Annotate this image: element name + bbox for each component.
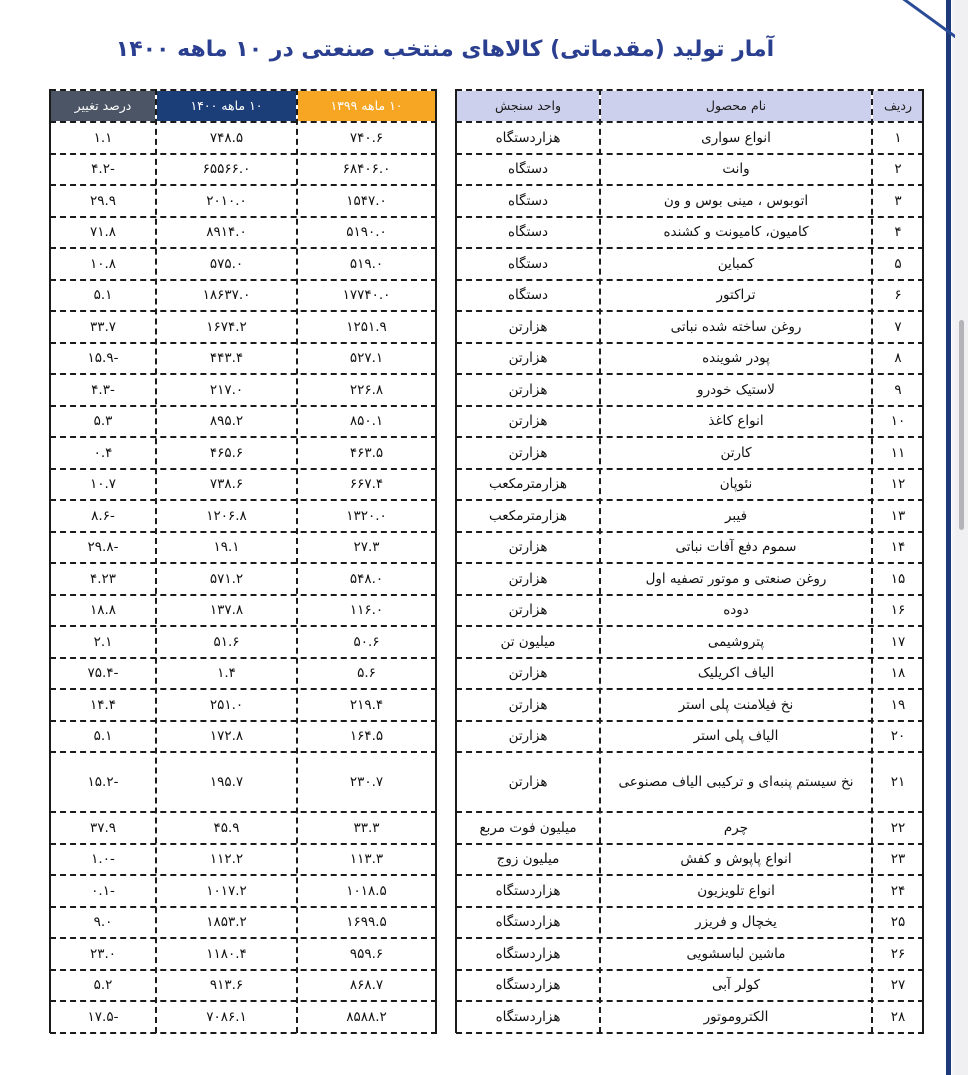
row-divider [456, 373, 924, 375]
cell-1399: ۲۳۰.۷ [349, 774, 384, 790]
row-divider [456, 720, 924, 722]
cell-1399: ۲۷.۳ [353, 539, 380, 556]
row-divider [456, 937, 924, 939]
cell-product: کمباین [717, 255, 755, 272]
cell-1399: ۲۲۶.۸ [349, 381, 384, 398]
cell-change: -۲۹.۸ [87, 539, 119, 556]
table-row [0, 658, 968, 690]
cell-product: الیاف اکریلیک [697, 665, 775, 682]
cell-change: ۱.۱ [93, 129, 113, 146]
cell-product: سموم دفع آفات نباتی [675, 539, 797, 556]
row-divider [456, 906, 924, 908]
cell-1399: ۳۳.۳ [353, 819, 380, 836]
table-row [0, 626, 968, 658]
row-divider [50, 906, 437, 908]
cell-row-number: ۲۸ [890, 1008, 906, 1025]
cell-1400: ۷۰۸۶.۱ [206, 1008, 247, 1025]
column-divider [599, 89, 601, 1033]
cell-product: نئوپان [719, 476, 753, 493]
table-row [0, 469, 968, 501]
cell-row-number: ۹ [894, 381, 902, 398]
cell-product: چرم [723, 819, 749, 836]
row-divider [456, 843, 924, 845]
cell-unit: هزارتن [508, 728, 548, 745]
table-row [0, 374, 968, 406]
row-divider [456, 279, 924, 281]
cell-row-number: ۷ [894, 318, 902, 335]
cell-change: -۷۵.۴ [87, 665, 119, 682]
row-divider [50, 531, 437, 533]
cell-row-number: ۳ [894, 192, 902, 209]
row-divider [50, 373, 437, 375]
cell-row-number: ۱۶ [890, 602, 906, 619]
row-divider [456, 405, 924, 407]
table-row [0, 248, 968, 280]
cell-1399: ۱۶۴.۵ [349, 728, 384, 745]
cell-1400: ۲۰۱۰.۰ [206, 192, 247, 209]
cell-product: فیبر [724, 507, 748, 524]
cell-product: نخ فیلامنت پلی استر [678, 696, 794, 713]
cell-row-number: ۵ [894, 255, 902, 272]
cell-1399: ۸۵۸۸.۲ [346, 1008, 387, 1025]
cell-row-number: ۲۶ [890, 945, 906, 962]
cell-change: -۸.۶ [91, 507, 115, 524]
cell-product: روغن صنعتی و موتور تصفیه اول [645, 570, 827, 587]
row-divider [50, 969, 437, 971]
cell-1399: ۵۴۸.۰ [349, 570, 384, 587]
table-row [0, 280, 968, 312]
cell-1400: ۱۱۲.۲ [209, 851, 244, 868]
cell-change: ۵.۳ [93, 413, 113, 430]
row-divider [50, 594, 437, 596]
cell-unit: هزارتن [508, 774, 548, 790]
row-divider [456, 216, 924, 218]
cell-product: اتوبوس ، مینی بوس و ون [663, 192, 809, 209]
cell-change: ۵.۱ [93, 287, 113, 304]
cell-change: ۲۹.۹ [89, 192, 117, 209]
cell-product: انواع کاغذ [708, 413, 764, 430]
cell-change: -۴.۳ [91, 381, 115, 398]
cell-unit: دستگاه [507, 192, 549, 209]
table-row [0, 122, 968, 154]
cell-product: ماشین لباسشویی [686, 945, 786, 962]
cell-1400: ۱۶۷۴.۲ [206, 318, 247, 335]
cell-1399: ۸۶۸.۷ [349, 977, 384, 994]
cell-product: یخچال و فریزر [695, 914, 777, 931]
header-row-number: ردیف [873, 91, 923, 121]
cell-1400: ۱۰۱۷.۲ [206, 882, 247, 899]
row-divider [50, 751, 437, 753]
cell-row-number: ۶ [894, 287, 902, 304]
cell-1399: ۱۵۴۷.۰ [346, 192, 387, 209]
column-divider [296, 89, 298, 1033]
row-divider [456, 1000, 924, 1002]
table-row [0, 689, 968, 721]
cell-1400: ۱۷۲.۸ [209, 728, 244, 745]
cell-change: ۳۷.۹ [89, 819, 117, 836]
cell-row-number: ۲۰ [890, 728, 906, 745]
table-row [0, 595, 968, 627]
cell-unit: دستگاه [507, 161, 549, 178]
row-divider [50, 153, 437, 155]
cell-1400: ۲۱۷.۰ [209, 381, 244, 398]
cell-change: ۹.۰ [93, 914, 113, 931]
cell-unit: هزارتن [508, 539, 548, 556]
row-divider [50, 657, 437, 659]
cell-1400: ۱۳۷.۸ [209, 602, 244, 619]
cell-product: کولر آبی [712, 977, 761, 994]
cell-1399: ۱۱۳.۳ [349, 851, 384, 868]
row-divider [456, 594, 924, 596]
row-divider [50, 499, 437, 501]
cell-1400: ۴۶۵.۶ [209, 444, 244, 461]
table-top-border [50, 89, 437, 91]
row-divider [456, 468, 924, 470]
cell-change: -۱۵.۲ [87, 774, 119, 790]
cell-1399: ۱۱۶.۰ [349, 602, 384, 619]
cell-change: -۱۵.۹ [87, 350, 119, 367]
cell-row-number: ۲۷ [890, 977, 906, 994]
row-divider [456, 153, 924, 155]
row-divider [50, 1032, 437, 1034]
cell-product: پتروشیمی [707, 633, 765, 650]
row-divider [456, 688, 924, 690]
page-title: آمار تولید (مقدماتی) کالاهای منتخب صنعتی در ۱۰ ماهه ۱۴۰۰ [115, 37, 775, 62]
cell-1400: ۱۸۶۳۷.۰ [202, 287, 251, 304]
column-divider [155, 89, 157, 1033]
cell-product: دوده [723, 602, 749, 619]
cell-1400: ۱۹.۱ [213, 539, 240, 556]
cell-row-number: ۲ [894, 161, 902, 178]
cell-row-number: ۱۱ [890, 444, 906, 461]
row-divider [456, 310, 924, 312]
cell-product: انواع پاپوش و کفش [680, 851, 792, 868]
cell-unit: هزارتن [508, 665, 548, 682]
cell-change: ۴.۲۳ [89, 570, 117, 587]
cell-1399: ۸۵۰.۱ [349, 413, 384, 430]
cell-1399: ۱۲۵۱.۹ [346, 318, 387, 335]
cell-1399: ۹۵۹.۶ [349, 945, 384, 962]
cell-1399: ۱۳۲۰.۰ [346, 507, 387, 524]
cell-change: ۱۰.۸ [89, 255, 117, 272]
cell-unit: هزاردستگاه [495, 1008, 561, 1025]
cell-1400: ۲۵۱.۰ [209, 696, 244, 713]
cell-row-number: ۱ [894, 129, 902, 146]
row-divider [50, 625, 437, 627]
column-divider [455, 89, 457, 1033]
row-divider [50, 184, 437, 186]
row-divider [50, 405, 437, 407]
cell-1399: ۵۲۷.۱ [349, 350, 384, 367]
row-divider [50, 247, 437, 249]
row-divider [456, 436, 924, 438]
row-divider [50, 342, 437, 344]
cell-unit: هزاردستگاه [495, 129, 561, 146]
table-top-border [456, 89, 924, 91]
cell-1400: ۴۴۳.۴ [209, 350, 244, 367]
cell-change: ۵.۲ [93, 977, 113, 994]
cell-unit: هزارتن [508, 602, 548, 619]
header-unit: واحد سنجش [457, 91, 599, 121]
cell-1400: ۱۲۰۶.۸ [206, 507, 247, 524]
cell-unit: هزارتن [508, 350, 548, 367]
cell-1400: ۸۹۵.۲ [209, 413, 244, 430]
cell-1399: ۵۱۹.۰ [349, 255, 384, 272]
table-row [0, 875, 968, 907]
row-divider [50, 562, 437, 564]
cell-1400: ۱۸۵۳.۲ [206, 914, 247, 931]
cell-unit: هزاردستگاه [495, 977, 561, 994]
cell-change: ۱۰.۷ [89, 476, 117, 493]
cell-product: کامیون، کامیونت و کشنده [663, 224, 809, 241]
cell-1400: ۵۱.۶ [213, 633, 240, 650]
row-divider [50, 1000, 437, 1002]
cell-row-number: ۱۴ [890, 539, 906, 556]
cell-unit: هزارمترمکعب [488, 507, 568, 524]
row-divider [456, 121, 924, 123]
cell-unit: هزارتن [508, 318, 548, 335]
header-1400: ۱۰ ماهه ۱۴۰۰ [157, 91, 296, 121]
cell-row-number: ۲۵ [890, 914, 906, 931]
cell-product: پودر شوینده [702, 350, 770, 367]
cell-1400: ۷۴۸.۵ [209, 129, 244, 146]
row-divider [456, 562, 924, 564]
cell-row-number: ۲۳ [890, 851, 906, 868]
row-divider [456, 969, 924, 971]
cell-unit: هزارتن [508, 413, 548, 430]
cell-unit: هزارتن [508, 570, 548, 587]
row-divider [50, 121, 437, 123]
row-divider [50, 310, 437, 312]
cell-row-number: ۱۷ [890, 633, 906, 650]
cell-row-number: ۱۹ [890, 696, 906, 713]
row-divider [456, 625, 924, 627]
cell-1399: ۲۱۹.۴ [349, 696, 384, 713]
table-row [0, 406, 968, 438]
cell-row-number: ۱۳ [890, 507, 906, 524]
header-product: نام محصول [601, 91, 871, 121]
cell-change: ۰.۴ [93, 444, 113, 461]
table-row [0, 343, 968, 375]
cell-1400: ۵۷۱.۲ [209, 570, 244, 587]
cell-1400: ۱۱۸۰.۴ [206, 945, 247, 962]
cell-product: الیاف پلی استر [693, 728, 779, 745]
cell-change: -۰.۱ [91, 882, 115, 899]
cell-unit: هزاردستگاه [495, 945, 561, 962]
row-divider [50, 843, 437, 845]
cell-row-number: ۱۰ [890, 413, 906, 430]
cell-product: روغن ساخته شده نباتی [670, 318, 802, 335]
table-row [0, 532, 968, 564]
cell-product: نخ سیستم پنبه‌ای و ترکیبی الیاف مصنوعی [618, 774, 854, 790]
row-divider [456, 1032, 924, 1034]
cell-unit: هزاردستگاه [495, 914, 561, 931]
table-row [0, 970, 968, 1002]
header-1399: ۱۰ ماهه ۱۳۹۹ [298, 91, 435, 121]
cell-change: ۵.۱ [93, 728, 113, 745]
cell-unit: هزارتن [508, 381, 548, 398]
cell-row-number: ۲۱ [890, 774, 906, 790]
cell-change: ۱۴.۴ [89, 696, 117, 713]
table-row [0, 721, 968, 753]
cell-row-number: ۲۴ [890, 882, 906, 899]
column-divider [49, 89, 51, 1033]
cell-1400: ۷۳۸.۶ [209, 476, 244, 493]
cell-unit: میلیون زوج [496, 851, 560, 868]
cell-change: ۱۸.۸ [89, 602, 117, 619]
column-divider [435, 89, 437, 1033]
header-change: درصد تغییر [51, 91, 155, 121]
cell-product: الکتروموتور [703, 1008, 769, 1025]
table-row [0, 1001, 968, 1033]
cell-row-number: ۸ [894, 350, 902, 367]
table-row [0, 812, 968, 844]
cell-change: -۱۷.۵ [87, 1008, 119, 1025]
row-divider [50, 279, 437, 281]
cell-change: ۲۳.۰ [89, 945, 117, 962]
cell-1399: ۵۰.۶ [353, 633, 380, 650]
cell-row-number: ۱۲ [890, 476, 906, 493]
cell-unit: دستگاه [507, 255, 549, 272]
table-row [0, 844, 968, 876]
cell-unit: هزارمترمکعب [488, 476, 568, 493]
row-divider [456, 751, 924, 753]
row-divider [50, 688, 437, 690]
row-divider [456, 184, 924, 186]
cell-1400: ۱۹۵.۷ [209, 774, 244, 790]
cell-row-number: ۱۵ [890, 570, 906, 587]
table-row [0, 752, 968, 812]
table-row [0, 217, 968, 249]
row-divider [456, 811, 924, 813]
cell-product: کارتن [720, 444, 752, 461]
cell-row-number: ۲۲ [890, 819, 906, 836]
cell-unit: دستگاه [507, 224, 549, 241]
cell-unit: هزاردستگاه [495, 882, 561, 899]
cell-change: ۳۳.۷ [89, 318, 117, 335]
row-divider [50, 937, 437, 939]
cell-unit: دستگاه [507, 287, 549, 304]
cell-product: وانت [722, 161, 750, 178]
row-divider [50, 216, 437, 218]
cell-unit: هزارتن [508, 696, 548, 713]
cell-1399: ۴۶۳.۵ [349, 444, 384, 461]
cell-1400: ۴۵.۹ [213, 819, 240, 836]
table-row [0, 185, 968, 217]
row-divider [456, 342, 924, 344]
row-divider [50, 874, 437, 876]
table-row [0, 907, 968, 939]
cell-row-number: ۴ [894, 224, 902, 241]
row-divider [50, 468, 437, 470]
cell-unit: میلیون فوت مربع [479, 819, 577, 836]
cell-1400: ۵۷۵.۰ [209, 255, 244, 272]
cell-1399: ۷۴۰.۶ [349, 129, 384, 146]
table-row [0, 437, 968, 469]
cell-unit: هزارتن [508, 444, 548, 461]
cell-product: لاستیک خودرو [697, 381, 775, 398]
row-divider [50, 436, 437, 438]
cell-1399: ۶۸۴۰۶.۰ [342, 161, 391, 178]
cell-1399: ۱۷۷۴۰.۰ [342, 287, 391, 304]
cell-1399: ۶۶۷.۴ [349, 476, 384, 493]
cell-unit: میلیون تن [500, 633, 556, 650]
cell-1399: ۱۰۱۸.۵ [346, 882, 387, 899]
cell-change: -۱.۰ [91, 851, 115, 868]
cell-1400: ۱.۴ [217, 665, 236, 682]
cell-1400: ۹۱۳.۶ [209, 977, 244, 994]
table-row [0, 154, 968, 186]
cell-1399: ۵.۶ [357, 665, 376, 682]
row-divider [456, 531, 924, 533]
cell-change: ۷۱.۸ [89, 224, 117, 241]
column-divider [922, 89, 924, 1033]
table-row [0, 563, 968, 595]
cell-product: انواع تلویزیون [697, 882, 775, 899]
cell-row-number: ۱۸ [890, 665, 906, 682]
row-divider [456, 657, 924, 659]
cell-product: انواع سواری [701, 129, 771, 146]
cell-1399: ۱۶۹۹.۵ [346, 914, 387, 931]
cell-change: -۴.۲ [91, 161, 115, 178]
row-divider [50, 720, 437, 722]
cell-1400: ۸۹۱۴.۰ [206, 224, 247, 241]
row-divider [456, 874, 924, 876]
cell-product: تراکتور [716, 287, 756, 304]
cell-1399: ۵۱۹۰.۰ [346, 224, 387, 241]
row-divider [456, 499, 924, 501]
column-divider [871, 89, 873, 1033]
table-row [0, 938, 968, 970]
row-divider [456, 247, 924, 249]
table-row [0, 500, 968, 532]
table-row [0, 311, 968, 343]
cell-1400: ۶۵۵۶۶.۰ [202, 161, 251, 178]
cell-change: ۲.۱ [93, 633, 113, 650]
row-divider [50, 811, 437, 813]
